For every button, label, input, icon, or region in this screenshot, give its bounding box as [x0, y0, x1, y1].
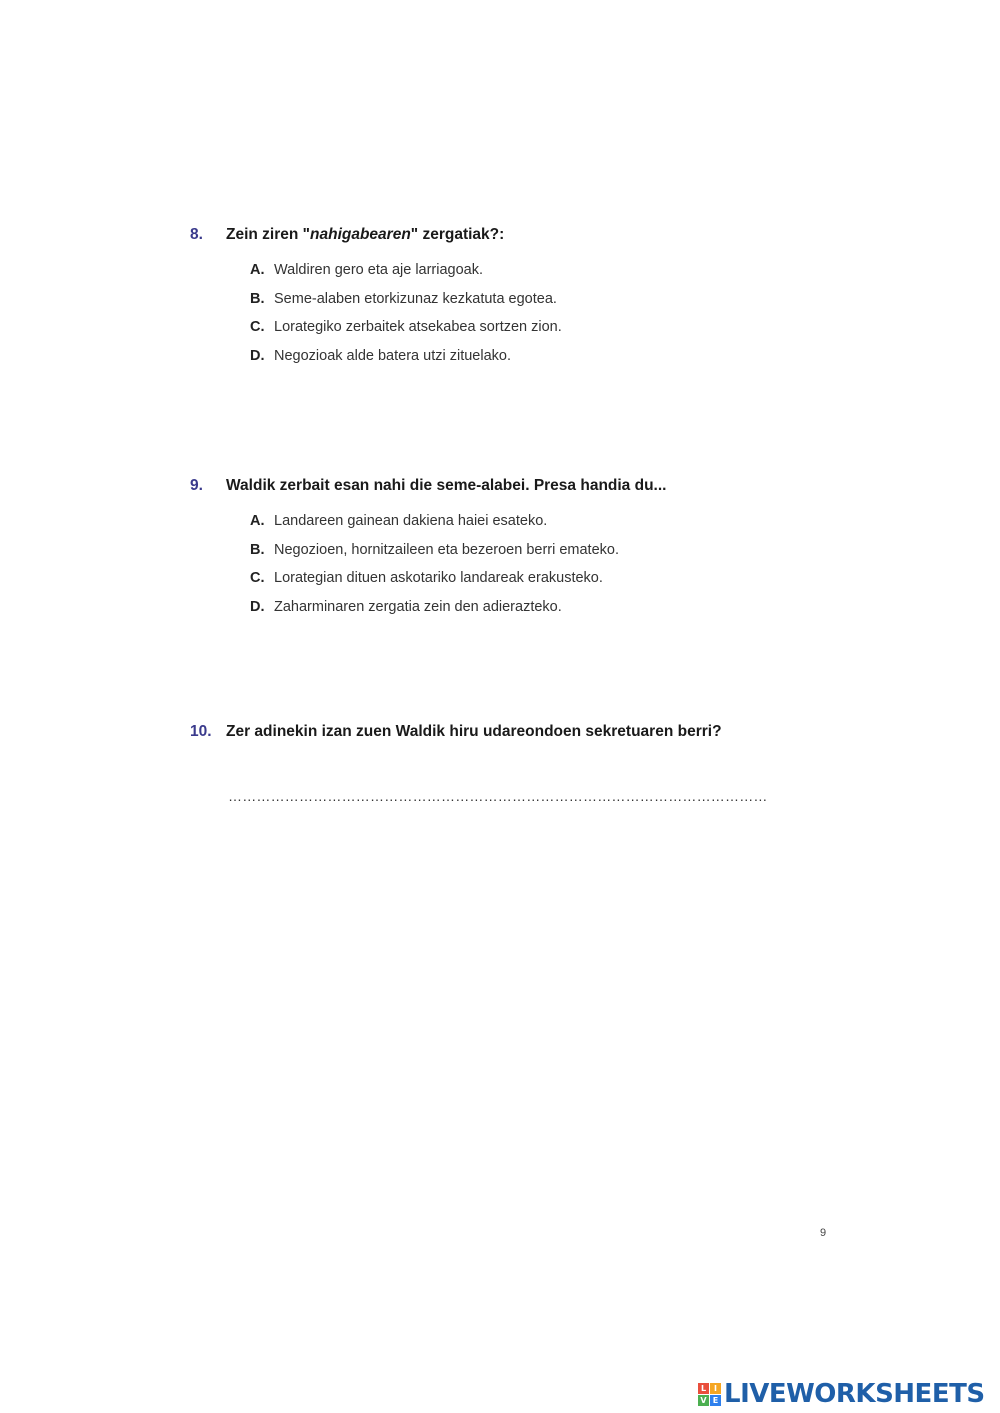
question-9: [190, 477, 890, 621]
question-text: Zer adinekin izan zuen Waldik hiru udareondoen sekretuaren berri?: [226, 723, 722, 740]
option-letter: D.: [250, 347, 265, 364]
emphasized-word: nahigabearen: [310, 226, 411, 243]
question-10: [190, 723, 890, 741]
options-list: [190, 507, 890, 621]
logo-letter: V: [698, 1395, 709, 1406]
option-text: Seme-alaben etorkizunaz kezkatuta egotea.: [274, 290, 557, 307]
option-letter: B.: [250, 541, 265, 558]
option-b[interactable]: [250, 285, 890, 314]
brand-logo-icon: [698, 1383, 721, 1406]
question-number: 9.: [190, 477, 203, 494]
option-letter: A.: [250, 262, 265, 278]
question-number: 8.: [190, 226, 203, 243]
option-letter: B.: [250, 290, 265, 307]
option-text: Lorategian dituen askotariko landareak erakusteko.: [274, 570, 603, 586]
option-d[interactable]: [250, 342, 890, 371]
option-text: Negozioen, hornitzaileen eta bezeroen berri emateko.: [274, 541, 619, 558]
option-letter: D.: [250, 598, 265, 615]
option-c[interactable]: [250, 313, 890, 342]
option-a[interactable]: [250, 256, 890, 285]
brand-watermark: [698, 1378, 985, 1410]
logo-letter: E: [710, 1395, 721, 1406]
option-letter: C.: [250, 319, 265, 335]
option-b[interactable]: [250, 536, 890, 565]
question-text: Waldik zerbait esan nahi die seme-alabei. Presa handia du...: [226, 477, 667, 494]
option-a[interactable]: [250, 507, 890, 536]
option-letter: A.: [250, 513, 265, 529]
question-text: Zein ziren "nahigabearen" zergatiak?:: [226, 226, 505, 243]
option-c[interactable]: [250, 564, 890, 593]
answer-field[interactable]: ……………………………………………………………………………………………………: [228, 788, 768, 804]
brand-text: LIVEWORKSHEETS: [724, 1379, 985, 1409]
logo-letter: L: [698, 1383, 709, 1394]
option-text: Waldiren gero eta aje larriagoak.: [274, 262, 484, 278]
question-9-header: [190, 477, 890, 495]
question-8-header: [190, 226, 890, 244]
options-list: [190, 256, 890, 370]
question-number: 10.: [190, 723, 212, 740]
logo-letter: I: [710, 1383, 721, 1394]
question-8: [190, 226, 890, 370]
option-text: Zaharminaren zergatia zein den adierazteko.: [274, 598, 562, 615]
option-letter: C.: [250, 570, 265, 586]
option-text: Negozioak alde batera utzi zituelako.: [274, 347, 511, 364]
page-number: 9: [820, 1227, 827, 1239]
question-10-header: [190, 723, 890, 741]
option-d[interactable]: [250, 593, 890, 622]
option-text: Lorategiko zerbaitek atsekabea sortzen zion.: [274, 319, 562, 335]
option-text: Landareen gainean dakiena haiei esateko.: [274, 513, 548, 529]
